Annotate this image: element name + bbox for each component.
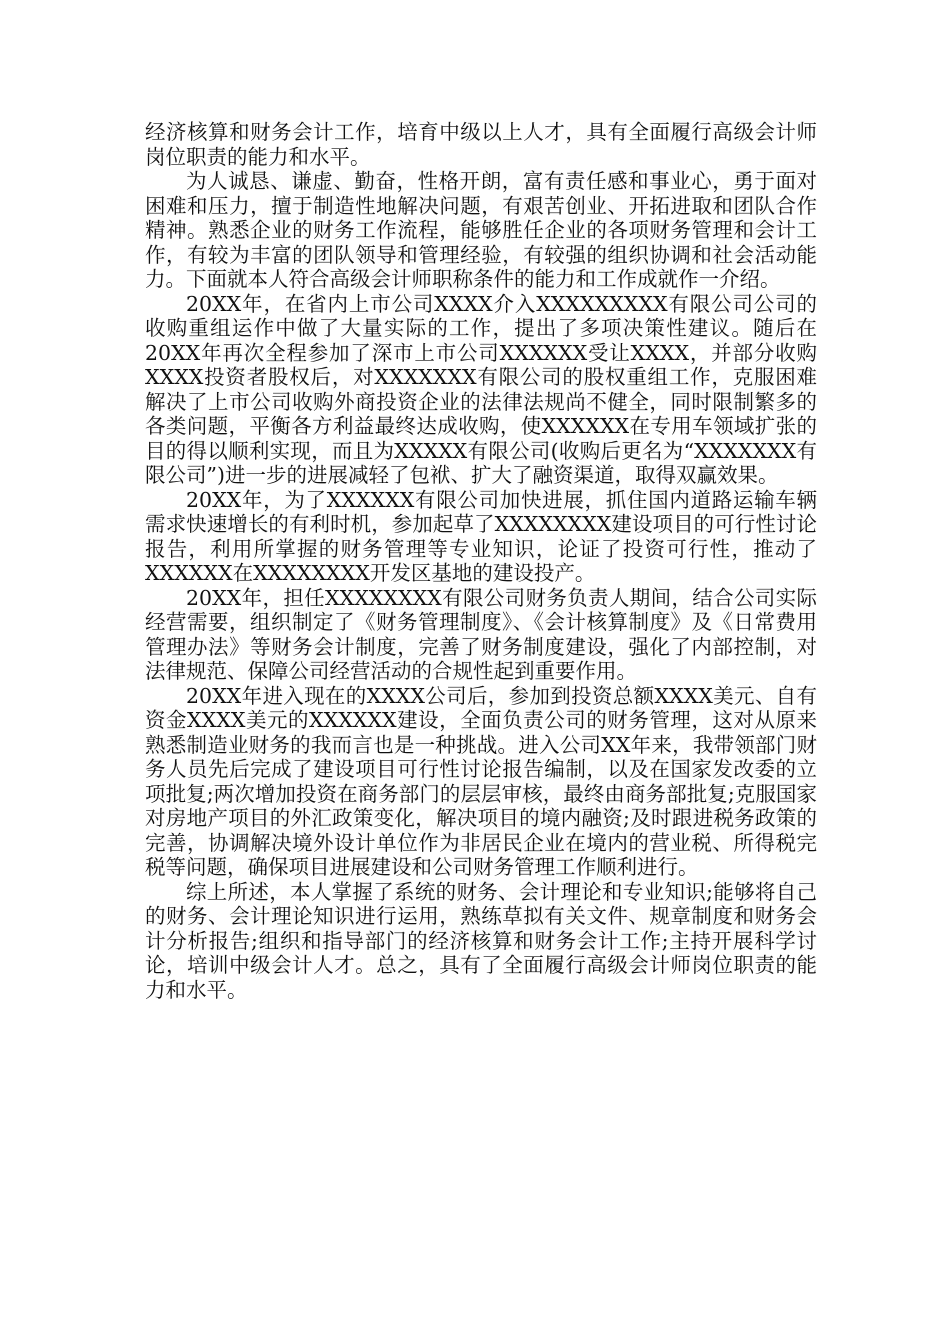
paragraph-acquisition-work: 20XX年，在省内上市公司XXXX介入XXXXXXXXX有限公司公司的收购重组运作中做了大量实际的工作，提出了多项决策性建议。随后在20XX年再次全程参加了深市上市公司XXXXXX受让XXXX，并部分收购XXXX投资者股权后，对XXXXXXX有限公司的股权重组工作，克服困难解决了上市公司收购外商投资企业的法律法规尚不健全，同时限制繁多的各类问题，平衡各方利益最终达成收购，使XXXXXX在专用车领域扩张的目的得以顺利实现，而且为XXXXX有限公司(收购后更名为“XXXXXXX有限公司”)进一步的进展减轻了包袱、扩大了融资渠道，取得双赢效果。 <box>145 291 817 487</box>
paragraph-financial-systems: 20XX年，担任XXXXXXXX有限公司财务负责人期间，结合公司实际经营需要，组织制定了《财务管理制度》、《会计核算制度》及《日常费用管理办法》等财务会计制度，完善了财务制度建设，强化了内部控制，对法律规范、保障公司经营活动的合规性起到重要作用。 <box>145 585 817 683</box>
paragraph-personal-qualities: 为人诚恳、谦虚、勤奋，性格开朗，富有责任感和事业心，勇于面对困难和压力，擅于制造性地解决问题，有艰苦创业、开拓进取和团队合作精神。熟悉企业的财务工作流程，能够胜任企业的各项财务管理和会计工作，有较为丰富的团队领导和管理经验，有较强的组织协调和社会活动能力。下面就本人符合高级会计师职称条件的能力和工作成就作一介绍。 <box>145 169 817 291</box>
paragraph-feasibility-report: 20XX年，为了XXXXXX有限公司加快进展，抓住国内道路运输车辆需求快速增长的有利时机，参加起草了XXXXXXXX建设项目的可行性讨论报告，利用所掌握的财务管理等专业知识，论证了投资可行性，推动了XXXXXX在XXXXXXXX开发区基地的建设投产。 <box>145 487 817 585</box>
paragraph-summary: 综上所述，本人掌握了系统的财务、会计理论和专业知识;能够将自己的财务、会计理论知识进行运用，熟练草拟有关文件、规章制度和财务会计分析报告;组织和指导部门的经济核算和财务会计工作;主持开展科学讨论，培训中级会计人才。总之，具有了全面履行高级会计师岗位职责的能力和水平。 <box>145 879 817 1002</box>
paragraph-current-company: 20XX年进入现在的XXXX公司后，参加到投资总额XXXX美元、自有资金XXXX美元的XXXXXX建设，全面负责公司的财务管理，这对从原来熟悉制造业财务的我而言也是一种挑战。进入公司XX年来，我带领部门财务人员先后完成了建设项目可行性讨论报告编制，以及在国家发改委的立项批复;两次增加投资在商务部门的层层审核，最终由商务部批复;克服国家对房地产项目的外汇政策变化，解决项目的境内融资;及时跟进税务政策的完善，协调解决境外设计单位作为非居民企业在境内的营业税、所得税完税等问题，确保项目进展建设和公司财务管理工作顺利进行。 <box>145 683 817 879</box>
document-body <box>145 120 817 1002</box>
paragraph-continuation: 经济核算和财务会计工作，培育中级以上人才，具有全面履行高级会计师岗位职责的能力和水平。 <box>145 120 817 169</box>
